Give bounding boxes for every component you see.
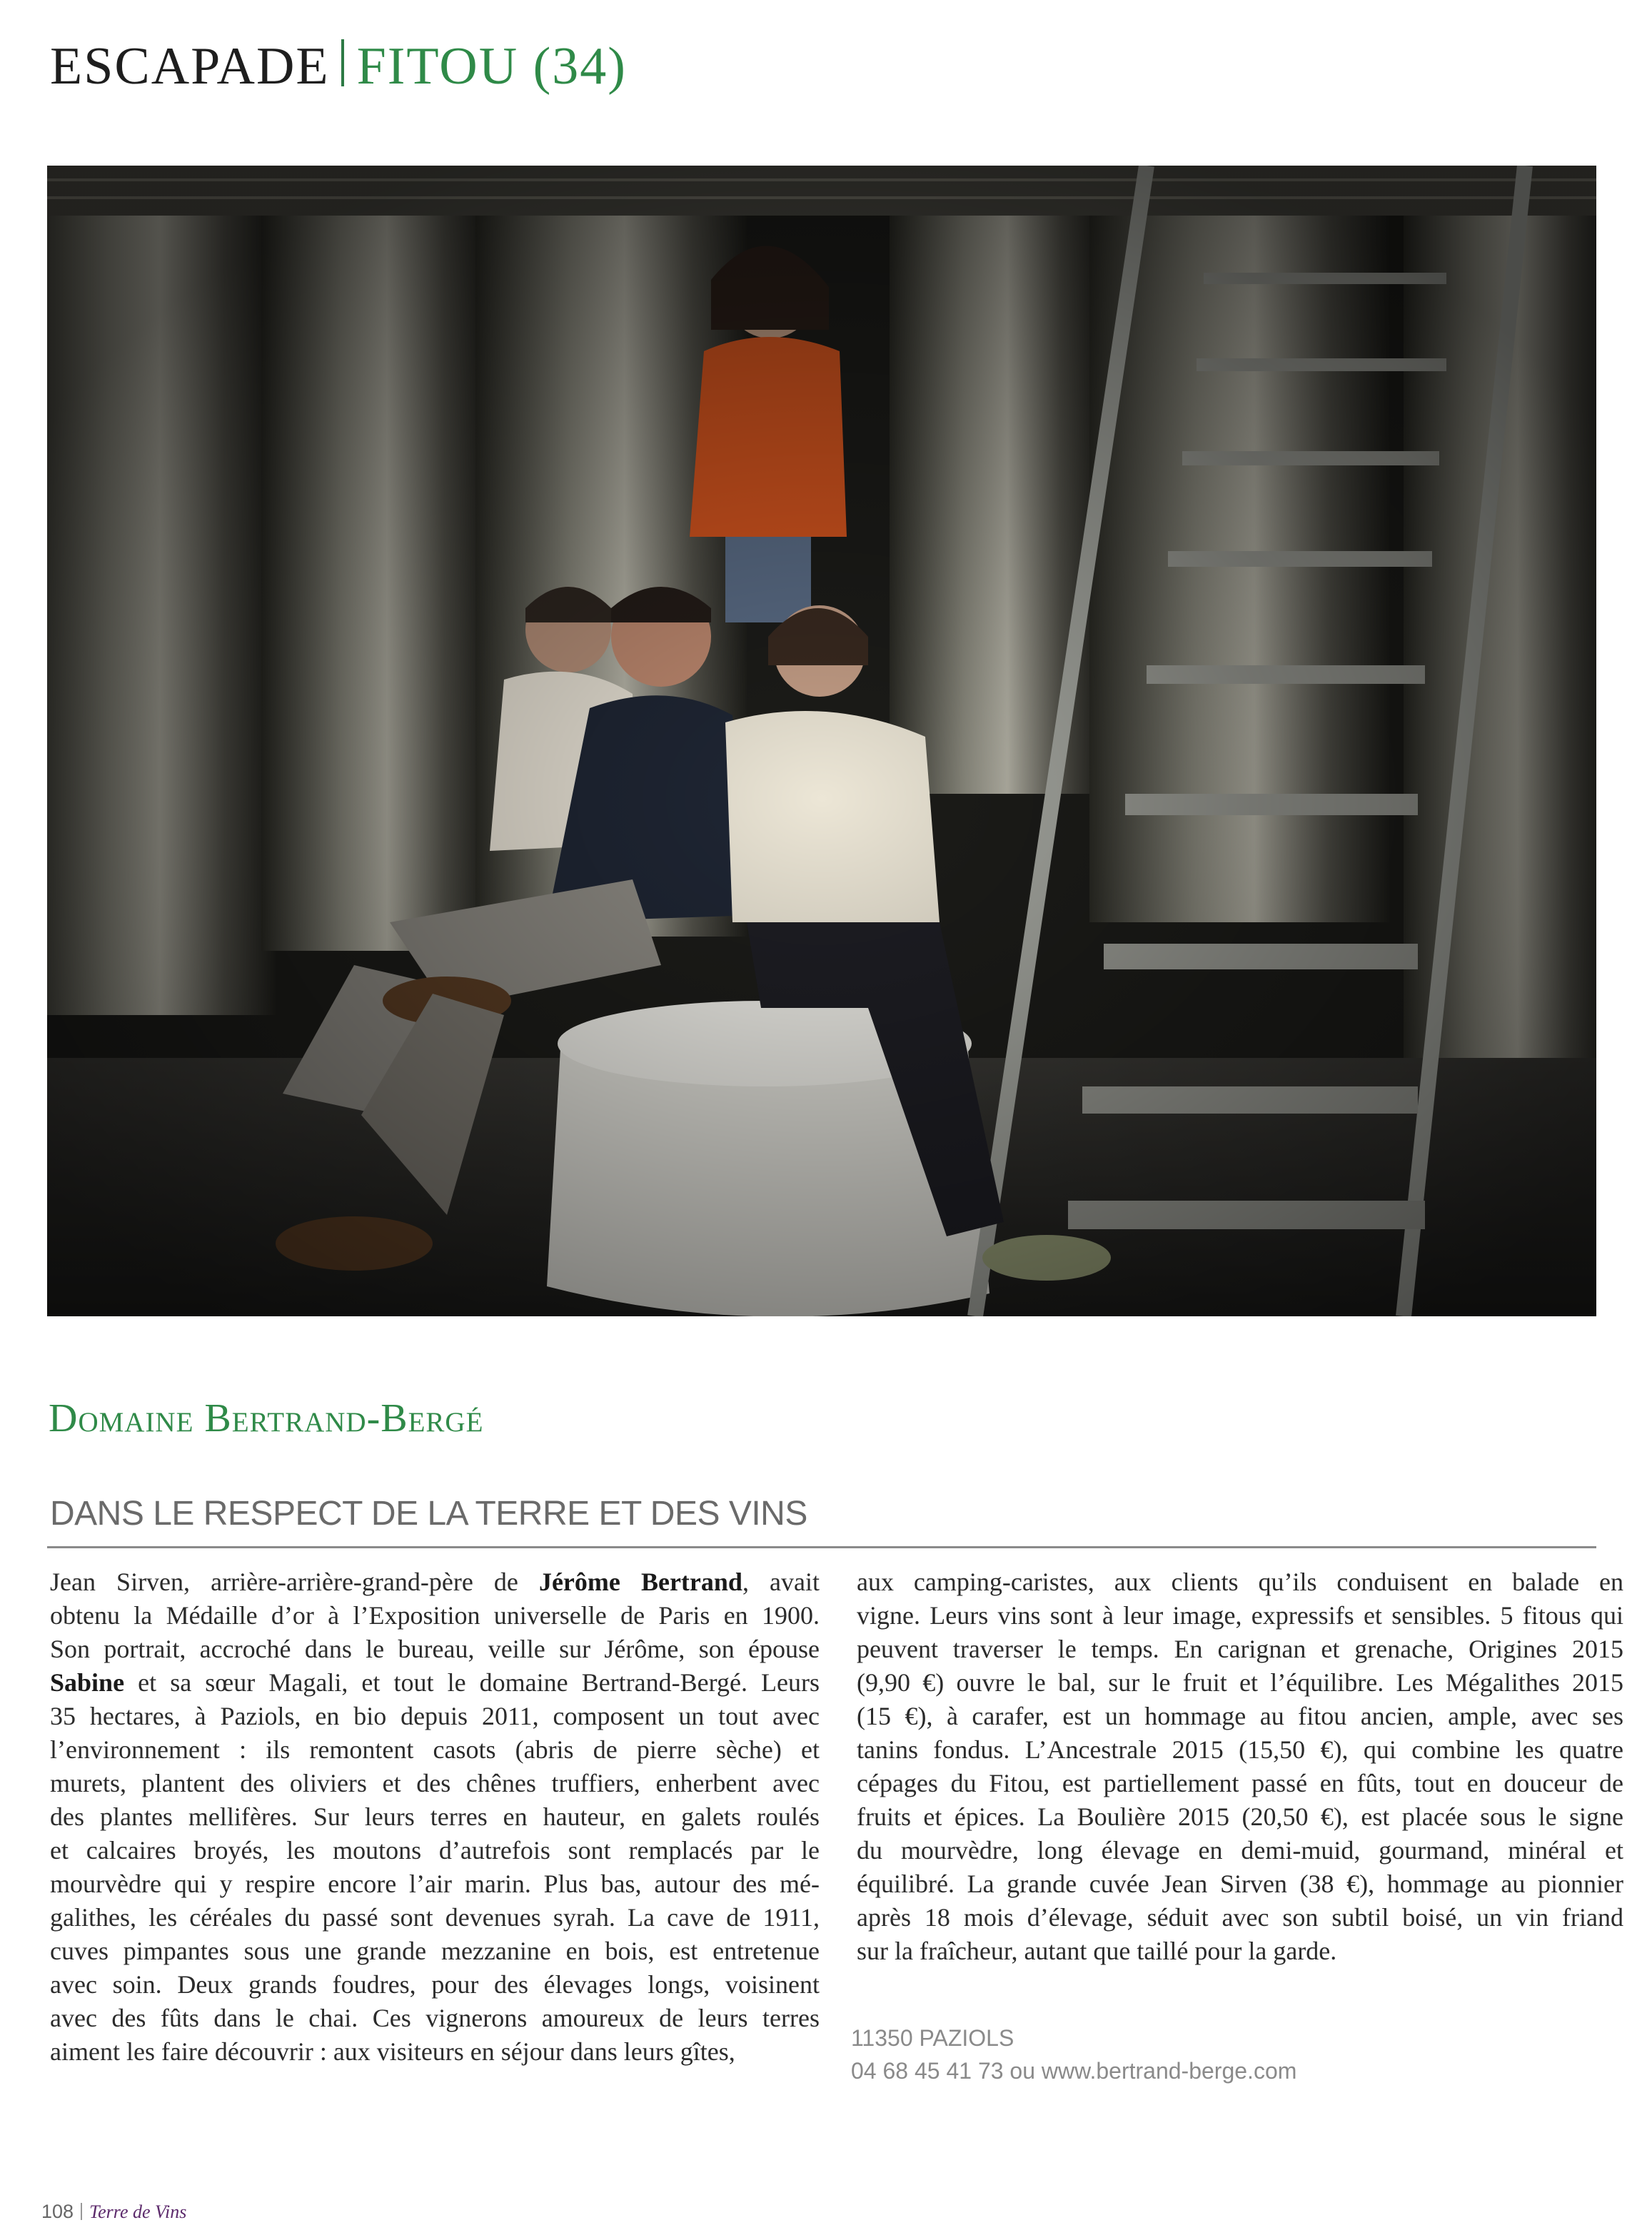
body-text: et calcaires broyés, les moutons d’autrefois sont remplacés par le [50, 1836, 820, 1865]
contact-address: 11350 PAZIOLS [851, 2025, 1014, 2051]
body-line: peuvent traverser le temps. En carignan et grenache, Origines 2015 [857, 1635, 1623, 1663]
body-text: mourvèdre qui y respire encore l’air marin. Plus bas, autour des mé- [50, 1870, 820, 1898]
body-line: équilibré. La grande cuvée Jean Sirven (38 €), hommage au pionnier [857, 1870, 1623, 1898]
body-line: (9,90 €) ouvre le bal, sur le fruit et l’équilibre. Les Mégalithes 2015 [857, 1668, 1623, 1697]
body-line [50, 1867, 820, 1901]
article-subtitle: DANS LE RESPECT DE LA TERRE ET DES VINS [50, 1495, 807, 1533]
body-text: galithes, les céréales du passé sont devenues syrah. La cave de 1911, [50, 1903, 820, 1932]
body-text: des plantes mellifères. Sur leurs terres en hauteur, en galets roulés [50, 1802, 820, 1831]
body-column-left [50, 1565, 820, 2069]
body-line [50, 1700, 820, 1733]
body-line [50, 1599, 820, 1633]
body-text: obtenu la Médaille d’or à l’Exposition universelle de Paris en 1900. [50, 1601, 820, 1630]
contact-block [851, 2022, 1296, 2087]
page-footer [41, 2201, 186, 2223]
divider-rule [47, 1546, 1596, 1548]
body-line: vigne. Leurs vins sont à leur image, expressifs et sensibles. 5 fitous qui [857, 1601, 1623, 1630]
place-label: FITOU (34) [356, 37, 627, 96]
body-text: et sa sœur Magali, et tout le domaine Bertrand-Bergé. Leurs [124, 1668, 820, 1697]
body-line: (15 €), à carafer, est un hommage au fitou ancien, ample, avec ses [857, 1702, 1623, 1730]
body-line [50, 1733, 820, 1767]
section-label: ESCAPADE [50, 37, 330, 96]
body-text: avec des fûts dans le chai. Ces vignerons amoureux de leurs terres [50, 2004, 820, 2032]
body-line [50, 1633, 820, 1666]
body-line [50, 2035, 820, 2069]
body-text: cuves pimpantes sous une grande mezzanine en bois, est entretenue [50, 1937, 820, 1965]
body-line: du mourvèdre, long élevage en demi-muid, gourmand, minéral et [857, 1836, 1623, 1865]
body-line: sur la fraîcheur, autant que taillé pour la garde. [857, 1937, 1337, 1965]
body-text: Son portrait, accroché dans le bureau, veille sur Jérôme, son épouse [50, 1635, 820, 1663]
page-header [50, 34, 627, 99]
body-line [50, 1934, 820, 1968]
name-highlight: Sabine [50, 1668, 125, 1697]
body-text: , avait [742, 1568, 820, 1596]
header-separator [341, 39, 344, 86]
body-line [50, 1968, 820, 2002]
body-line: après 18 mois d’élevage, séduit avec son subtil boisé, un vin friand [857, 1903, 1623, 1932]
article-photo [47, 166, 1596, 1316]
body-line: fruits et épices. La Boulière 2015 (20,50 €), est placée sous le signe [857, 1802, 1623, 1831]
body-text: aiment les faire découvrir : aux visiteurs en séjour dans leurs gîtes, [50, 2037, 735, 2066]
article-title: Domaine Bertrand-Bergé [49, 1396, 484, 1441]
contact-phone-web: 04 68 45 41 73 ou www.bertrand-berge.com [851, 2058, 1297, 2084]
body-line [50, 1666, 820, 1700]
body-line [50, 1800, 820, 1834]
page-number: 108 [41, 2201, 74, 2222]
footer-separator [81, 2203, 82, 2220]
body-text: murets, plantent des oliviers et des chênes truffiers, enherbent avec [50, 1769, 820, 1797]
body-line: tanins fondus. L’Ancestrale 2015 (15,50 €), qui combine les quatre [857, 1735, 1623, 1764]
body-line [50, 1901, 820, 1934]
body-line [50, 1565, 820, 1599]
body-line: aux camping-caristes, aux clients qu’ils conduisent en balade en [857, 1568, 1623, 1596]
magazine-logo: Terre de Vins [89, 2201, 187, 2222]
body-column-right [857, 1565, 1623, 1968]
body-text: Jean Sirven, arrière-arrière-grand-père de [50, 1568, 539, 1596]
body-text: 35 hectares, à Paziols, en bio depuis 2011, composent un tout avec [50, 1702, 820, 1730]
body-line [50, 2002, 820, 2035]
body-line [50, 1767, 820, 1800]
body-line: cépages du Fitou, est partiellement passé en fûts, tout en douceur de [857, 1769, 1623, 1797]
body-line [50, 1834, 820, 1867]
body-text: avec soin. Deux grands foudres, pour des élevages longs, voisinent [50, 1970, 820, 1999]
body-text: l’environnement : ils remontent casots (abris de pierre sèche) et [50, 1735, 820, 1764]
name-highlight: Jérôme Bertrand [538, 1568, 742, 1596]
